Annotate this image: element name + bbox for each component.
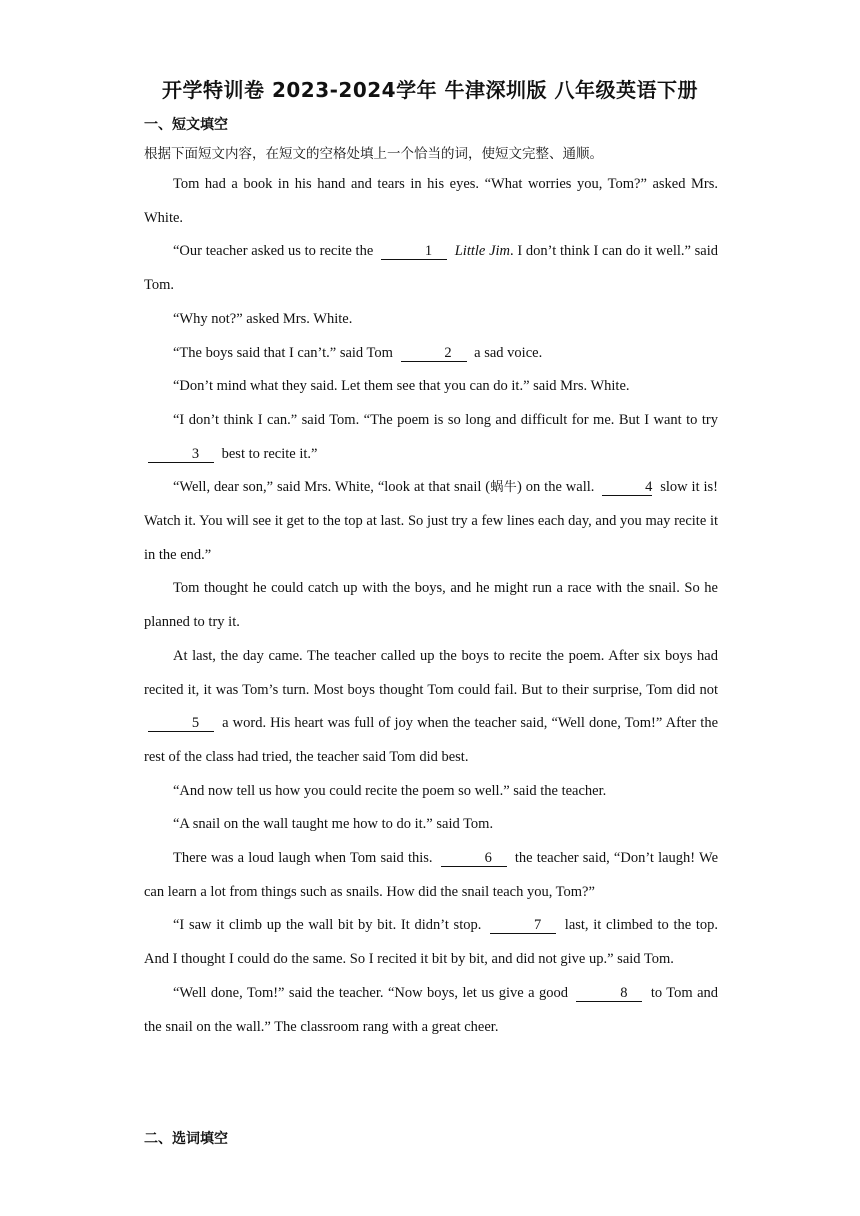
paragraph-text: to Tom and the snail on the wall.” The classroom rang with a great cheer.: [144, 984, 719, 1035]
paragraph: [144, 303, 718, 337]
paragraph-text: Tom thought he could catch up with the boys, and he might run a race with the snail. So he planned to try it.: [144, 580, 718, 631]
section-heading-2: 二、选词填空: [144, 1131, 228, 1147]
paragraph-text: “I don’t think I can.” said Tom. “The poem is so long and difficult for me. But I want to try: [173, 411, 718, 428]
blank-1[interactable]: 1: [381, 243, 447, 260]
paragraph-text: slow it is! Watch it. You will see it get to the top at last. So just try a few lines each day, and you may recite it in the end.”: [144, 479, 719, 563]
blank-7[interactable]: 7: [490, 917, 556, 934]
paragraph: [144, 370, 718, 404]
blank-4[interactable]: 4: [602, 479, 652, 496]
blank-5[interactable]: 5: [148, 715, 214, 732]
paragraph: [144, 808, 718, 842]
paragraph: [144, 471, 718, 572]
section-heading-1: 一、短文填空: [144, 117, 228, 133]
paragraph-text: “Why not?” asked Mrs. White.: [173, 310, 353, 327]
instructions: 根据下面短文内容，在短文的空格处填上一个恰当的词，使短文完整、通顺。: [144, 146, 603, 162]
page-title: 开学特训卷 2023-2024学年 牛津深圳版 八年级英语下册: [161, 78, 699, 102]
paragraph-text: “I saw it climb up the wall bit by bit. It didn’t stop.: [173, 917, 482, 934]
paragraph-text: Tom had a book in his hand and tears in his eyes. “What worries you, Tom?” asked Mrs. White.: [144, 176, 718, 226]
paragraph: [144, 572, 718, 639]
paragraph-text: last, it climbed to the top. And I thought I could do the same. So I recited it bit by bit, and did not give up.” said Tom.: [144, 917, 719, 968]
paragraph: [144, 337, 718, 371]
blank-6[interactable]: 6: [441, 850, 507, 867]
paragraph-text: “A snail on the wall taught me how to do it.” said Tom.: [173, 816, 494, 833]
poem-title: Little Jim: [454, 243, 511, 260]
paragraph-text: At last, the day came. The teacher called up the boys to recite the poem. After six boys had recited it, it was Tom’s turn. Most boys thought Tom could fail. But to their surprise, Tom did not: [144, 647, 718, 698]
paragraph: [144, 977, 718, 1044]
paragraph: [144, 909, 718, 976]
paragraph-text: a word. His heart was full of joy when the teacher said, “Well done, Tom!” After the rest of the class had tried, the teacher said Tom did best.: [144, 715, 719, 765]
paragraph: [144, 404, 718, 471]
paragraph-text: “Well done, Tom!” said the teacher. “Now boys, let us give a good: [173, 984, 568, 1001]
paragraph-text: ) on the wall.: [517, 479, 595, 496]
paragraph-text: “Don’t mind what they said. Let them see that you can do it.” said Mrs. White.: [173, 378, 630, 395]
paragraph-text: There was a loud laugh when Tom said this.: [173, 850, 433, 867]
paragraph: [144, 775, 718, 809]
blank-2[interactable]: 2: [401, 345, 467, 362]
paragraph-text: the teacher said, “Don’t laugh! We can learn a lot from things such as snails. How did the snail teach you, Tom?”: [144, 850, 718, 900]
paragraph: [144, 168, 718, 235]
paragraph: [144, 640, 718, 775]
blank-3[interactable]: 3: [148, 446, 214, 463]
paragraph-text: “And now tell us how you could recite the poem so well.” said the teacher.: [173, 782, 607, 799]
paragraph-text: a sad voice.: [474, 344, 543, 361]
paragraph: [144, 235, 718, 302]
paragraph-text: “The boys said that I can’t.” said Tom: [173, 344, 393, 361]
paragraph-text: “Our teacher asked us to recite the: [173, 243, 374, 260]
paragraph-text: best to recite it.”: [221, 445, 318, 462]
passage: [144, 168, 718, 1044]
paragraph-text: . I don’t think I can do it well.” said Tom.: [144, 243, 719, 294]
paragraph-text: “Well, dear son,” said Mrs. White, “look at that snail (: [173, 479, 491, 496]
blank-8[interactable]: 8: [576, 985, 642, 1002]
snail-chinese: 蜗牛: [490, 480, 518, 496]
paragraph: [144, 842, 718, 909]
